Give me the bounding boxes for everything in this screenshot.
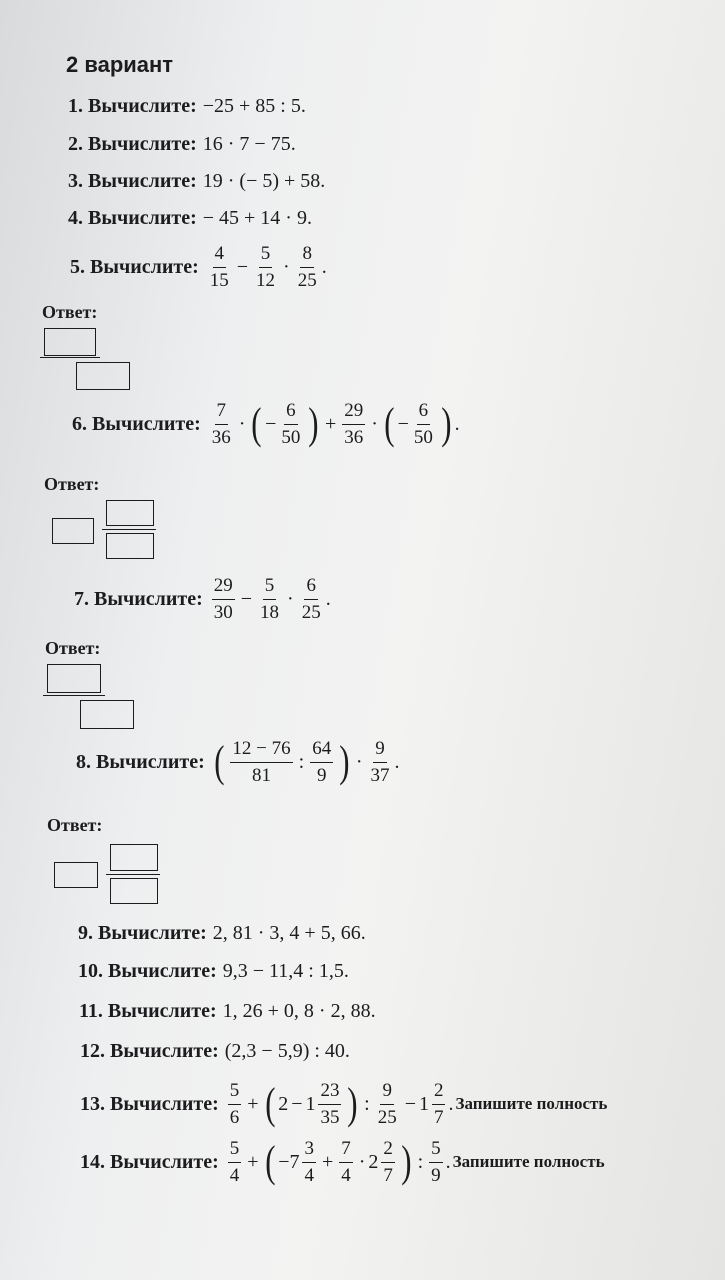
fraction-bar <box>40 357 100 358</box>
problem-label: Вычислите: <box>110 1150 219 1173</box>
problem-number: 4. <box>68 207 83 229</box>
problem-1 <box>68 95 306 118</box>
instruction-text: Запишите полность <box>452 1152 605 1172</box>
problem-14: 14. Вычислите: $\frac{5}{4}$ + ( − 7 $\frac{3}{4}$ + $\frac{7}{4}$ · 2 $\frac{2}{7}$ ) : $\frac{5}{9}$ . Запишите полность <box>80 1137 605 1187</box>
problem-13: 13. Вычислите: $\frac{5}{6}$ + ( 2 − 1 $\frac{23}{35}$ ) : $\frac{9}{25}$ − 1 $\frac{2}{7}$ . Запишите полность <box>80 1079 608 1129</box>
problem-number: 10. <box>78 960 103 982</box>
answer-box-whole[interactable] <box>52 518 94 544</box>
fraction: $\frac{7}{36}$ <box>211 400 231 448</box>
problem-label: Вычислите: <box>107 1000 217 1022</box>
fraction: $\frac{5}{18}$ <box>260 575 280 623</box>
answer-box-numerator[interactable] <box>106 500 154 526</box>
fraction: $\frac{23}{35}$ <box>320 1080 340 1128</box>
problem-expression: (2,3 − 5,9) : 40. <box>224 1040 350 1062</box>
fraction-bar <box>43 695 105 696</box>
problem-8: 8. Вычислите: ( $\frac{12 - 76}{81}$ : $\frac{64}{9}$ ) · $\frac{9}{37}$ . <box>76 737 400 787</box>
problem-number: 2. <box>68 133 83 155</box>
problem-number: 6. <box>72 412 87 435</box>
problem-label: Вычислите: <box>88 207 197 229</box>
problem-number: 13. <box>80 1092 105 1115</box>
fraction-bar <box>102 529 156 530</box>
fraction: $\frac{5}{12}$ <box>256 243 276 291</box>
problem-expression: 16 · 7 − 75. <box>202 133 296 155</box>
problem-number: 11. <box>79 1000 103 1022</box>
problem-number: 14. <box>80 1150 105 1173</box>
fraction-bar <box>106 874 160 875</box>
problem-label: Вычислите: <box>88 95 197 117</box>
fraction: $\frac{5}{4}$ <box>229 1138 240 1186</box>
problem-expression: 9,3 − 11,4 : 1,5. <box>222 960 349 982</box>
instruction-text: Запишите полность <box>455 1094 608 1114</box>
fraction: $\frac{9}{37}$ <box>370 738 390 786</box>
fraction: $\frac{2}{7}$ <box>433 1080 444 1128</box>
problem-2 <box>68 133 296 156</box>
fraction: $\frac{5}{9}$ <box>431 1138 441 1186</box>
problem-label: Вычислите: <box>96 750 205 773</box>
fraction: $\frac{29}{36}$ <box>344 400 364 448</box>
problem-number: 7. <box>74 587 89 610</box>
problem-expression: − 45 + 14 · 9. <box>202 207 312 229</box>
fraction: $\frac{7}{4}$ <box>341 1138 351 1186</box>
problem-10 <box>78 960 349 983</box>
fraction: $\frac{64}{9}$ <box>312 738 332 786</box>
problem-number: 1. <box>68 95 83 117</box>
answer-box-numerator[interactable] <box>110 844 158 871</box>
fraction: $\frac{6}{25}$ <box>301 575 321 623</box>
problem-9 <box>78 922 366 945</box>
problem-number: 5. <box>70 255 85 278</box>
problem-expression: 1, 26 + 0, 8 · 2, 88. <box>222 1000 376 1022</box>
problem-label: Вычислите: <box>108 960 217 982</box>
fraction: $\frac{8}{25}$ <box>297 243 317 291</box>
problem-label: Вычислите: <box>88 170 197 192</box>
problem-expression: −25 + 85 : 5. <box>202 95 306 117</box>
answer-label: Ответ: <box>42 302 98 322</box>
answer-label: Ответ: <box>44 474 100 494</box>
problem-label: Вычислите: <box>110 1092 219 1115</box>
problem-label: Вычислите: <box>90 255 199 278</box>
problem-6: 6. Вычислите: $\frac{7}{36}$ · ( − $\frac{6}{50}$ ) + $\frac{29}{36}$ · ( − $\frac{6}{50}$ ) . <box>72 399 460 449</box>
problem-7: 7. Вычислите: $\frac{29}{30}$ − $\frac{5}{18}$ · $\frac{6}{25}$ . <box>74 575 331 623</box>
problem-label: Вычислите: <box>110 1040 219 1062</box>
problem-expression: 2, 81 · 3, 4 + 5, 66. <box>212 922 366 944</box>
problem-label: Вычислите: <box>98 922 207 944</box>
fraction: $\frac{29}{30}$ <box>213 575 233 623</box>
fraction: $\frac{4}{15}$ <box>209 243 229 291</box>
answer-box-denominator[interactable] <box>80 700 134 729</box>
fraction: $\frac{9}{25}$ <box>377 1080 397 1128</box>
answer-box-denominator[interactable] <box>110 878 158 904</box>
problem-label: Вычислите: <box>94 587 203 610</box>
answer-box-numerator[interactable] <box>47 664 101 693</box>
problem-number: 8. <box>76 750 91 773</box>
answer-label: Ответ: <box>47 815 103 835</box>
problem-12 <box>80 1040 350 1063</box>
answer-box-denominator[interactable] <box>76 362 130 390</box>
problem-label: Вычислите: <box>88 133 197 155</box>
variant-title: 2 вариант <box>66 52 174 77</box>
problem-expression: 19 · (− 5) + 58. <box>202 170 326 192</box>
fraction: $\frac{6}{50}$ <box>413 400 433 448</box>
answer-box-whole[interactable] <box>54 862 98 888</box>
answer-box-numerator[interactable] <box>44 328 96 356</box>
problem-3 <box>68 170 325 193</box>
problem-number: 12. <box>80 1040 105 1062</box>
fraction: $\frac{6}{50}$ <box>281 400 301 448</box>
fraction: $\frac{3}{4}$ <box>304 1138 314 1186</box>
answer-box-denominator[interactable] <box>106 533 154 559</box>
problem-number: 3. <box>68 170 83 192</box>
fraction: $\frac{12 - 76}{81}$ <box>232 738 291 786</box>
problem-4 <box>68 207 312 230</box>
problem-5: 5. Вычислите: $\frac{4}{15}$ − $\frac{5}{12}$ · $\frac{8}{25}$ . <box>70 243 327 291</box>
fraction: $\frac{5}{6}$ <box>229 1080 240 1128</box>
answer-label: Ответ: <box>45 638 101 658</box>
problem-number: 9. <box>78 922 93 944</box>
problem-label: Вычислите: <box>92 412 201 435</box>
fraction: $\frac{2}{7}$ <box>383 1138 393 1186</box>
problem-11 <box>79 1000 376 1023</box>
